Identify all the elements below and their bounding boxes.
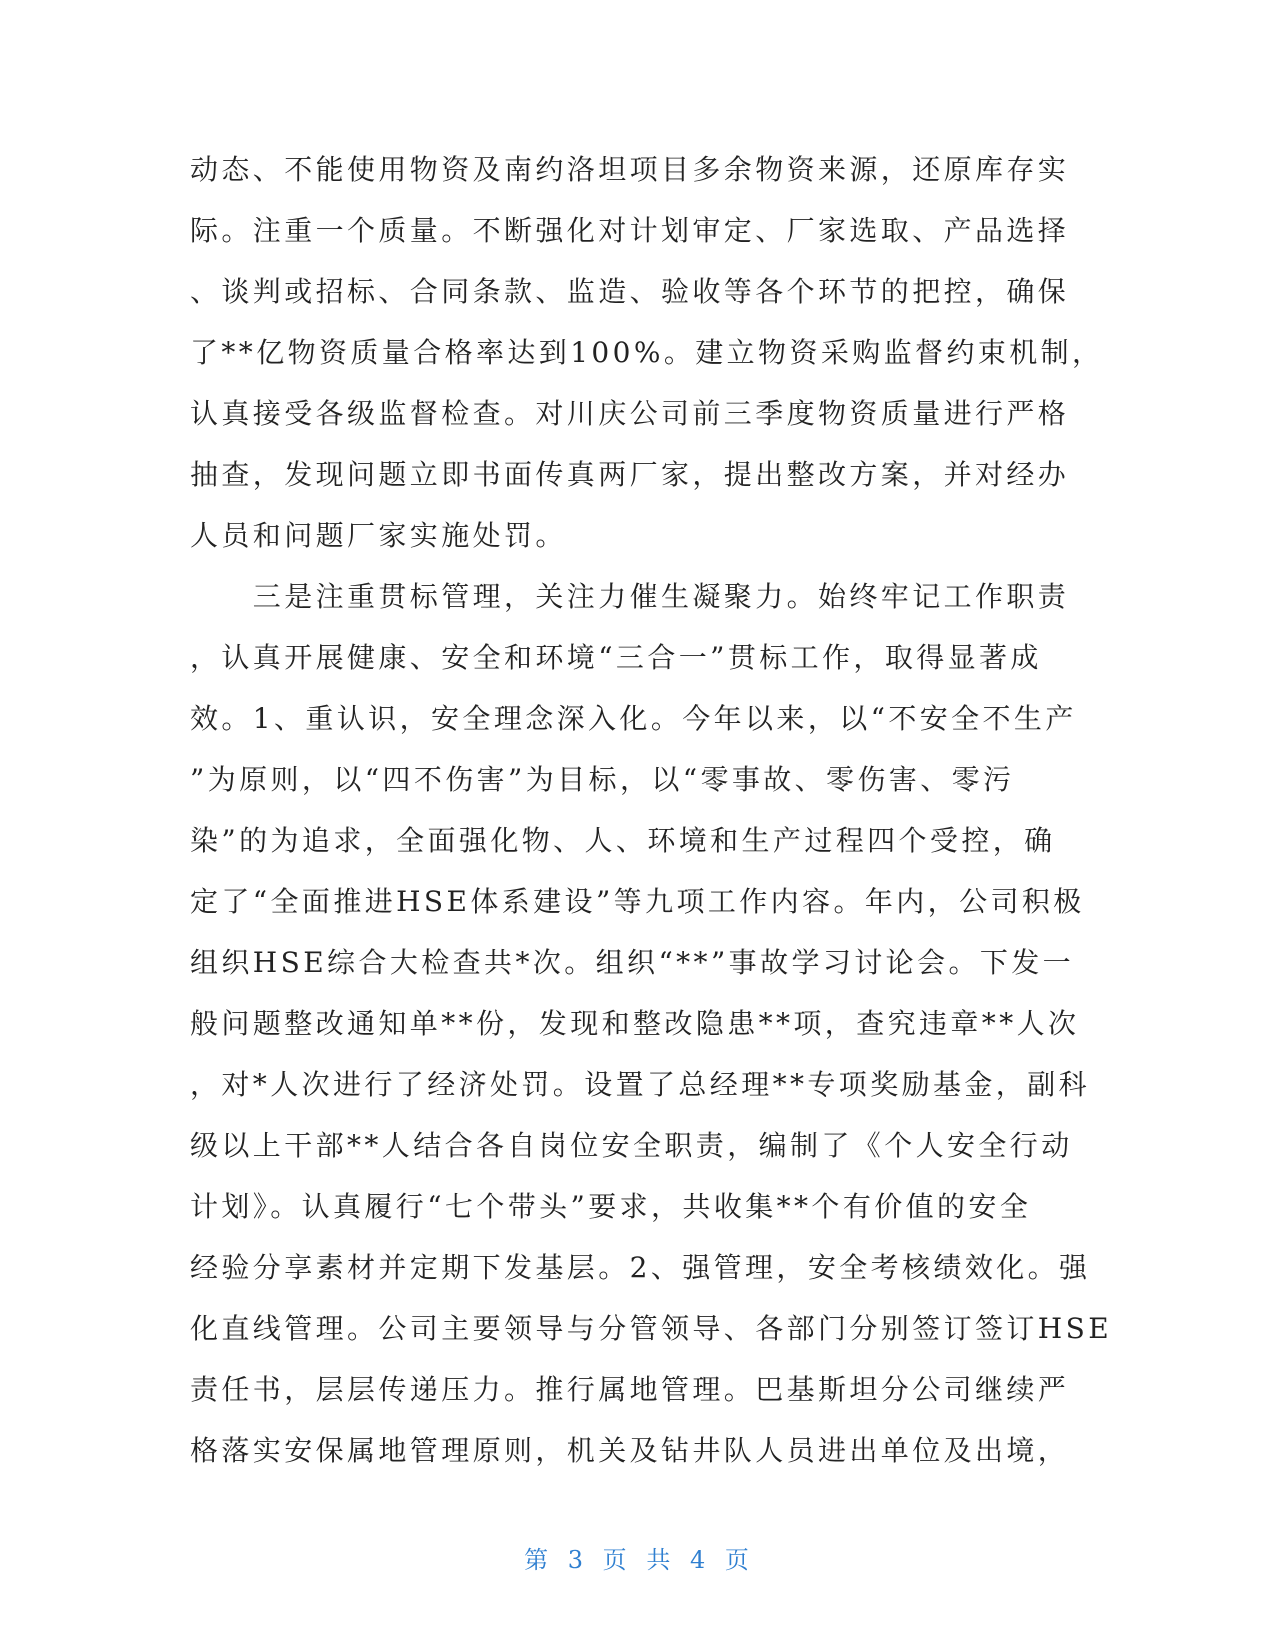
- footer-page-unit: 页: [602, 1546, 629, 1574]
- text-line: 责任书，层层传递压力。推行属地管理。巴基斯坦分公司继续严: [190, 1373, 1070, 1406]
- text-line: 动态、不能使用物资及南约洛坦项目多余物资来源，还原库存实: [190, 153, 1070, 186]
- text-line: ，认真开展健康、安全和环境“三合一”贯标工作，取得显著成: [190, 641, 1042, 674]
- text-line: 染”的为追求，全面强化物、人、环境和生产过程四个受控，确: [190, 824, 1056, 857]
- body-text: [190, 150, 1113, 1492]
- text-line: 化直线管理。公司主要领导与分管领导、各部门分别签订签订HSE: [190, 1312, 1113, 1345]
- text-line: 了**亿物资质量合格率达到100%。建立物资采购监督约束机制，: [190, 336, 1104, 369]
- footer-prefix: 第: [524, 1546, 551, 1574]
- paragraph-start-line: 三是注重贯标管理，关注力催生凝聚力。始终牢记工作职责: [190, 580, 1070, 613]
- text-line: ，对*人次进行了经济处罚。设置了总经理**专项奖励基金，副科: [190, 1068, 1091, 1101]
- text-line: 人员和问题厂家实施处罚。: [190, 519, 567, 552]
- text-line: ”为原则，以“四不伤害”为目标，以“零事故、零伤害、零污: [190, 763, 1015, 796]
- text-line: 际。注重一个质量。不断强化对计划审定、厂家选取、产品选择: [190, 214, 1070, 247]
- current-page-number: 3: [567, 1546, 586, 1574]
- text-line: 经验分享素材并定期下发基层。2、强管理，安全考核绩效化。强: [190, 1251, 1091, 1284]
- footer-total-unit: 页: [724, 1546, 751, 1574]
- text-line: 、谈判或招标、合同条款、监造、验收等各个环节的把控，确保: [190, 275, 1070, 308]
- text-line: 般问题整改通知单**份，发现和整改隐患**项，查究违章**人次: [190, 1007, 1080, 1040]
- footer-total-prefix: 共: [646, 1546, 673, 1574]
- text-line: 定了“全面推进HSE体系建设”等九项工作内容。年内，公司积极: [190, 885, 1085, 918]
- text-line: 抽查，发现问题立即书面传真两厂家，提出整改方案，并对经办: [190, 458, 1070, 491]
- text-line: 级以上干部**人结合各自岗位安全职责，编制了《个人安全行动: [190, 1129, 1073, 1162]
- text-line: 效。1、重认识，安全理念深入化。今年以来，以“不安全不生产: [190, 702, 1077, 735]
- total-page-count: 4: [689, 1546, 708, 1574]
- text-line: 格落实安保属地管理原则，机关及钻井队人员进出单位及出境，: [190, 1434, 1070, 1467]
- text-line: 认真接受各级监督检查。对川庆公司前三季度物资质量进行严格: [190, 397, 1070, 430]
- text-line: 组织HSE综合大检查共*次。组织“**”事故学习讨论会。下发一: [190, 946, 1075, 979]
- text-line: 计划》。认真履行“七个带头”要求，共收集**个有价值的安全: [190, 1190, 1032, 1223]
- page-footer: [0, 1540, 1275, 1575]
